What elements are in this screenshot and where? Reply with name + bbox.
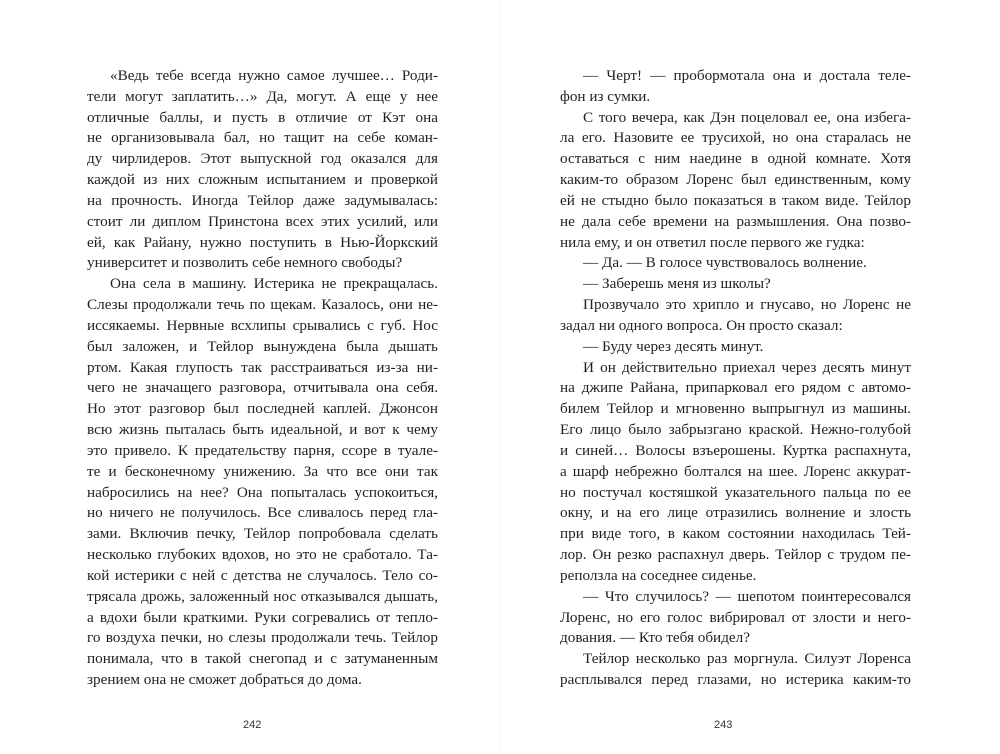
book-gutter — [499, 0, 501, 754]
text-line: го воздуха печки, но слезы продолжали течь. Тейлор — [87, 629, 438, 647]
text-line: Лоренс, но его голос вибрировал от злости и него- — [560, 608, 911, 626]
text-line: чего не значащего разговора, отчитывала она себя. — [87, 379, 438, 397]
text-line: — Что случилось? — шепотом поинтересовался — [583, 587, 911, 605]
text-line: Она села в машину. Истерика не прекращалась. — [110, 275, 438, 293]
text-line: те и бесконечному унижению. За что все они так — [87, 462, 438, 480]
text-line: — Буду через десять минут. — [583, 337, 764, 355]
text-line: трясала дрожь, заложенный нос отказывался дышать, — [87, 587, 438, 605]
text-line: и синей… Волосы взъерошены. Куртка распахнута, — [560, 441, 911, 459]
text-line: зрением она не сможет добраться до дома. — [87, 671, 362, 689]
text-line: ей не стыдно было показаться в таком виде. Тейлор — [560, 191, 911, 209]
text-line: — Черт! — пробормотала она и достала теле- — [583, 67, 911, 84]
text-line: при виде того, в каком состоянии находилась Тей- — [560, 525, 911, 543]
text-line: был заложен, и Тейлор вынуждена была дышать — [87, 337, 438, 355]
text-line: на прочность. Иногда Тейлор даже задумывалась: — [87, 191, 438, 209]
text-line: несколько глубоких вдохов, но это не сработало. Та- — [87, 546, 438, 564]
text-line: иссякаемы. Нервные всхлипы срывались с губ. Нос — [87, 316, 438, 334]
text-line: Прозвучало это хрипло и гнусаво, но Лоренс не — [583, 296, 911, 314]
text-line: это привело. К предательству парня, ссоре в туале- — [87, 441, 438, 459]
text-line: ла его. Назовите ее трусихой, но она старалась не — [560, 129, 911, 147]
text-line: задал ни одного вопроса. Он просто сказал: — [560, 316, 843, 334]
text-line: нила ему, и он ответил после первого же гудка: — [560, 233, 865, 251]
text-line: каждой из них сложным испытанием и проверкой — [87, 171, 438, 189]
text-line: ртом. Какая глупость так расстраиваться из-за ни- — [87, 358, 438, 376]
text-line: «Ведь тебе всегда нужно самое лучшее… Роди- — [110, 67, 438, 84]
text-line: а вдохи были краткими. Руки согревались от тепло- — [87, 608, 438, 626]
text-line: отличные баллы, и пусть в отличие от Кэт она — [87, 108, 438, 126]
page-number-right: 243 — [714, 719, 733, 731]
text-line: Тейлор несколько раз моргнула. Силуэт Лоренса — [583, 650, 911, 668]
text-line: И он действительно приехал через десять минут — [583, 358, 911, 376]
text-line: понимала, что в такой снегопад и с затуманенным — [87, 650, 438, 668]
text-line: но ничего не получилось. Все сливалось перед гла- — [87, 504, 438, 522]
text-line: набросились на нее? Она попыталась успокоиться, — [87, 483, 438, 501]
text-line: фон из сумки. — [560, 87, 651, 105]
text-line: Слезы продолжали течь по щекам. Казалось, они не- — [87, 296, 438, 314]
text-line: лор. Он резко распахнул дверь. Тейлор с трудом пе- — [560, 546, 911, 564]
text-line: ду чирлидеров. Этот выпускной год оказался для — [87, 150, 438, 168]
text-line: не дала себе времени на размышления. Она позво- — [560, 212, 911, 230]
right-page-text — [560, 66, 911, 691]
page-number-left: 242 — [243, 719, 262, 731]
text-line: зами. Включив печку, Тейлор попробовала сделать — [87, 525, 438, 543]
text-line: тели могут заплатить…» Да, могут. А еще у нее — [87, 87, 438, 105]
text-line: всю жизнь пыталась быть идеальной, и вот к чему — [87, 421, 438, 439]
text-line: окну, и на его лице отразились волнение и злость — [560, 504, 911, 522]
text-line: Но этот разговор был последней каплей. Джонсон — [87, 400, 438, 418]
text-line: а шарф небрежно болтался на шее. Лоренс аккурат- — [560, 462, 911, 480]
text-line: не организовывала бал, но тащит на себе коман- — [87, 129, 438, 147]
text-line: дования. — Кто тебя обидел? — [560, 629, 750, 647]
text-line: — Заберешь меня из школы? — [583, 275, 771, 293]
text-line: — Да. — В голосе чувствовалось волнение. — [583, 254, 867, 272]
text-line: стоит ли диплом Принстона всех этих усилий, или — [87, 212, 438, 230]
text-line: но постучал костяшкой указательного пальца по ее — [560, 483, 911, 501]
text-line: университет и позволить себе немного свободы? — [87, 254, 403, 272]
text-line: каким-то образом Лоренс был единственным, кому — [560, 171, 911, 189]
text-line: расплывался перед глазами, но истерика каким-то — [560, 671, 911, 689]
text-line: оставаться с ним наедине в одной комнате. Хотя — [560, 150, 911, 168]
text-line: С того вечера, как Дэн поцеловал ее, она избега- — [583, 108, 911, 126]
left-page-text — [87, 66, 438, 691]
text-line: реползла на соседнее сиденье. — [560, 566, 757, 584]
text-line: Его лицо было забрызгано краской. Нежно-голубой — [560, 421, 911, 439]
text-line: ей, как Райану, нужно поступить в Нью-Йоркский — [87, 233, 438, 251]
text-line: кой истерики с ней с детства не случалось. Тело со- — [87, 566, 438, 584]
text-line: билем Тейлор и мгновенно выпрыгнул из машины. — [560, 400, 911, 418]
text-line: на джипе Райана, припарковал его рядом с автомо- — [560, 379, 911, 397]
